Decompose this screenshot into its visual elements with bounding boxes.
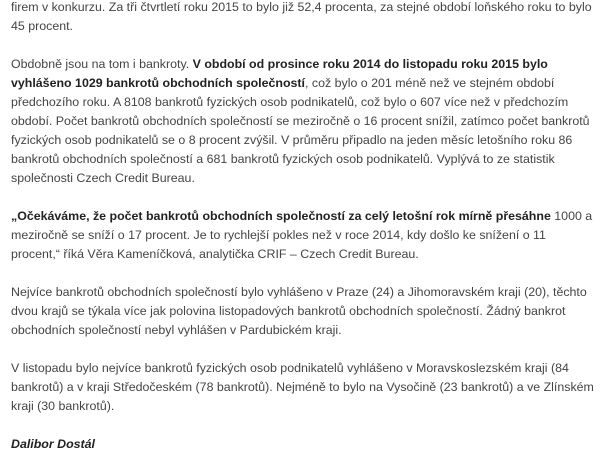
paragraph-text: , což bylo o 201 méně než ve stejném období předchozího roku. A 8108 bankrotů fyzických osob podnikatelů, což bylo o 607 více než v předchozím období. Počet bankrotů obchodních společností se meziročně o 16 procent snížil, zatímco počet bankrotů fyzických osob podnikatelů se o 8 procent zvýšil. V průměru připadlo na jeden měsíc letošního roku 86 bankrotů obchodních společností a 681 bankrotů fyzických osob podnikatelů. Vyplývá to ze statistik společnosti Czech Credit Bureau. bbox=[11, 76, 590, 185]
author-name: Dalibor Dostál bbox=[11, 437, 95, 451]
paragraph-bankruptcy-stats bbox=[11, 55, 597, 188]
paragraph-intro: Obdobně jsou na tom i bankroty. bbox=[11, 57, 193, 71]
article-body bbox=[11, 0, 597, 473]
quote-bold: „Očekáváme, že počet bankrotů obchodních společností za celý letošní rok mírně přesáhne bbox=[11, 209, 551, 223]
paragraph-text: V listopadu bylo nejvíce bankrotů fyzických osob podnikatelů vyhlášeno v Moravskoslezském kraji (84 bankrotů) a v kraji Středočeském (78 bankrotů). Nejméně to bylo na Vysočině (23 bankrotů) a ve Zlínském kraji (30 bankrotů). bbox=[11, 361, 594, 413]
paragraph-text: Nejvíce bankrotů obchodních společností bylo vyhlášeno v Praze (24) a Jihomoravském kraji (20), těchto dvou krajů se týkala více jak polovina listopadových bankrotů obchodních společností. Žádný bankrot obchodních společností nebyl vyhlášen v Pardubickém kraji. bbox=[11, 285, 587, 337]
paragraph-text: firem v konkurzu. Za tři čtvrtletí roku 2015 to bylo již 52,4 procenta, za stejné období loňského roku to bylo 45 procent. bbox=[11, 0, 592, 33]
paragraph-regions-individuals bbox=[11, 359, 597, 416]
author-signature bbox=[11, 435, 597, 454]
paragraph-regions-companies bbox=[11, 283, 597, 340]
paragraph-konkurz-share bbox=[11, 0, 597, 36]
paragraph-text: 1000 a meziročně se sníží o 17 procent. Je to rychlejší pokles než v roce 2014, kdy došlo ke snížení o 11 procent,“ říká Věra Kameníčková, analytička CRIF – Czech Credit Bureau. bbox=[11, 209, 593, 261]
bold-highlight: V období od prosince roku 2014 do listopadu roku 2015 bylo vyhlášeno 1029 bankrotů obchodních společností bbox=[11, 57, 548, 90]
paragraph-analyst-quote bbox=[11, 207, 597, 264]
